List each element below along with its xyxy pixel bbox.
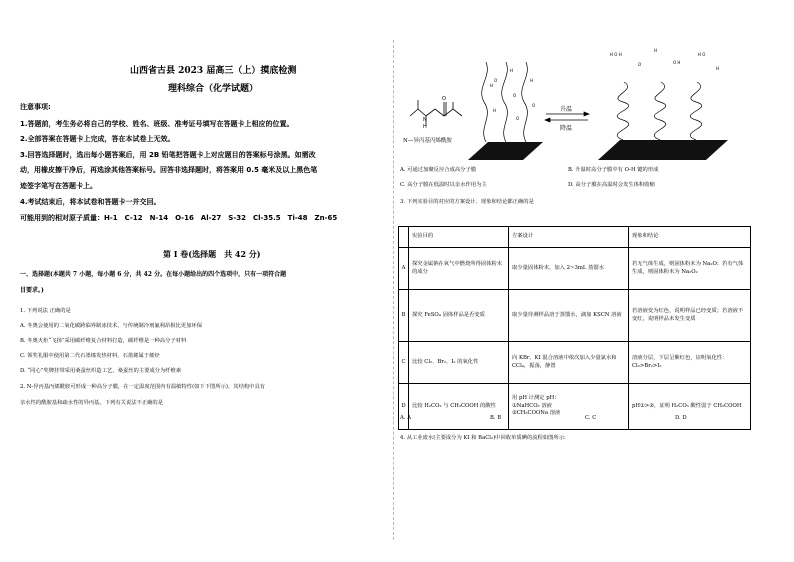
q2-option-c: C. 高分子膜在低温时以亲水作用为主 — [400, 182, 487, 188]
q1-stem: 1. 下列说法 正确的是 — [20, 308, 71, 314]
q3-answer-b: B. B — [490, 415, 502, 421]
cool-label: 降温 — [560, 125, 573, 132]
exam-title: 山西省古县 2023 届高三（上）摸底检测 — [130, 66, 297, 76]
q4-stem: 4. 从工业废水(主要成分为 KI 和 BaCl₂)中回收单质碘的流程如图所示: — [400, 435, 566, 441]
q3-row-d-plan: 用 pH 计测定 pH： ①NaHCO₃ 溶液 ②CH₃COONa 溶液 — [509, 384, 629, 430]
q3-answer-a: A. A — [400, 415, 412, 421]
polymer-figure — [398, 42, 758, 166]
q3-row-a-label: A — [399, 248, 409, 290]
section-title: 第 Ⅰ 卷(选择题 共 42 分) — [163, 249, 261, 259]
q3-answer-d: D. D — [675, 415, 687, 421]
q2-stem-1: 2. N-异丙基丙烯酰胺可形成一种高分子膜，在一定温度范围内有温敏特性(如下下图所示)，其结构中具有 — [20, 384, 266, 390]
q3-row-a-result: 若无气体生成，则固体粉末为 Na₂O；若有气体生成，则固体粉末为 Na₂O₂ — [629, 248, 751, 290]
substrate-left — [468, 142, 543, 160]
q2-option-a: A. 可通过加聚反应合成高分子膜 — [400, 167, 477, 173]
section-intro-2: 目要求。) — [20, 287, 44, 294]
q3-row-b-result: 若溶液变为红色，说明样品已经变质；若溶液不变红，说明样品未发生变质 — [629, 290, 751, 342]
q2-option-b: B. 升温时高分子膜中有 O-H 键的形成 — [568, 167, 659, 173]
svg-text:H O: H O — [698, 52, 706, 57]
svg-text:H O H: H O H — [610, 52, 622, 57]
extended-chains — [482, 62, 528, 142]
q2-option-d: D. 高分子膜在高温时会发生体积收缩 — [568, 182, 655, 188]
transition-arrows — [545, 112, 589, 122]
svg-text:O: O — [532, 103, 536, 108]
q3-row-a-plan: 取少量固体粉末，加入 2~3mL 蒸馏水 — [509, 248, 629, 290]
q3-row-c-result: 溶液分层，下层呈紫红色，证明氧化性：Cl₂>Br₂>I₂ — [629, 342, 751, 384]
q1-option-a: A. 冬奥会使用的二氧化碳跨临界制冰技术，与传统制冷剂氟利昂相比更加环保 — [20, 323, 202, 329]
notice-heading: 注意事项: — [20, 103, 51, 111]
table-row — [399, 384, 751, 430]
svg-text:O: O — [513, 93, 517, 98]
coiled-chains — [617, 82, 702, 140]
svg-text:O: O — [442, 96, 446, 102]
q3-row-d-result: pH①>②，证明 H₂CO₃ 酸性弱于 CH₃COOH — [629, 384, 751, 430]
q3-row-b-goal: 探究 FeSO₄ 固体样品是否变质 — [409, 290, 509, 342]
q3-row-c-goal: 比较 Cl₂、Br₂、I₂ 的氧化性 — [409, 342, 509, 384]
table-row — [399, 342, 751, 384]
svg-text:H: H — [493, 108, 497, 113]
svg-text:H: H — [530, 78, 534, 83]
q3-header-plan: 方案设计 — [509, 227, 629, 248]
q2-stem-2: 亲水性的酰胺基和疏水性的异丙基。下列有关说法不正确的是 — [20, 400, 164, 406]
svg-text:H: H — [423, 124, 427, 130]
svg-text:H: H — [490, 83, 494, 88]
q3-answer-c: C. C — [585, 415, 597, 421]
svg-text:O: O — [516, 116, 520, 121]
q3-header-result: 现象和结论 — [629, 227, 751, 248]
svg-text:O H: O H — [673, 60, 681, 65]
q3-row-a-goal: 探究金属钠在氧气中燃烧所得固体粉末的成分 — [409, 248, 509, 290]
atomic-masses: 可能用到的相对原子质量：H-1 C-12 N-14 O-16 Al-27 S-32 Cl-35.5 Ti-48 Zn-65 — [20, 214, 338, 222]
svg-text:H: H — [654, 48, 658, 53]
svg-text:O: O — [494, 78, 498, 83]
q3-row-d-label: D — [399, 384, 409, 430]
monomer-structure — [410, 100, 462, 126]
q3-row-c-plan: 向 KBr、KI 混合溶液中依次加入少量氯水和 CCl₄，振荡，静置 — [509, 342, 629, 384]
notice-line-2: 2.全部答案在答题卡上完成，答在本试卷上无效。 — [20, 135, 175, 143]
notice-line-4: 4.考试结束后，将本试卷和答题卡一并交回。 — [20, 198, 161, 206]
q3-table — [398, 226, 751, 430]
substrate-right — [598, 140, 728, 160]
table-row — [399, 290, 751, 342]
svg-text:O: O — [638, 62, 642, 67]
q1-option-d: D. “同心”奖牌挂带采用桑蚕丝织造工艺，桑蚕丝的主要成分为纤维素 — [20, 368, 182, 374]
svg-text:H: H — [716, 66, 720, 71]
q1-option-c: C. 领奖礼服中使用第二代石墨烯发热材料，石墨烯属于烯烃 — [20, 353, 160, 359]
column-divider — [393, 40, 394, 540]
notice-line-3c: 迹签字笔写在答题卡上。 — [20, 182, 97, 190]
q3-stem: 3. 下列实验目的对应的方案设计、现象和结论都正确的是 — [400, 199, 534, 205]
monomer-label: N—异丙基丙烯酰胺 — [403, 138, 452, 144]
q3-row-d-goal: 比较 H₂CO₃ 与 CH₃COOH 的酸性 — [409, 384, 509, 430]
svg-text:N: N — [423, 117, 427, 123]
q3-header-row — [399, 227, 751, 248]
heat-label: 升温 — [560, 106, 573, 113]
notice-line-3a: 3.回答选择题时，选出每小题答案后，用 2B 铅笔把答题卡上对应题目的答案标号涂黑。如需改 — [20, 151, 316, 159]
section-intro-1: 一、选择题(本题共 7 小题，每小题 6 分，共 42 分。在每小题给出的四个选项中，只有一项符合题 — [20, 271, 287, 278]
notice-line-3b: 动，用橡皮擦干净后，再选涂其他答案标号。回答非选择题时，将答案用 0.5 毫米及以上黑色笔 — [20, 166, 318, 174]
notice-line-1: 1.答题前，考生务必将自己的学校、姓名、班级、准考证号填写在答题卡上相应的位置。 — [20, 120, 294, 128]
table-row — [399, 248, 751, 290]
q3-row-c-label: C — [399, 342, 409, 384]
q3-row-b-label: B — [399, 290, 409, 342]
q1-option-b: B. 冬奥火炬“飞扬”采用碳纤维复合材料打造，碳纤维是一种高分子材料 — [20, 338, 187, 344]
q3-header-goal: 实验目的 — [409, 227, 509, 248]
exam-subtitle: 理科综合（化学试题） — [168, 84, 259, 94]
svg-text:H: H — [510, 68, 514, 73]
q3-row-b-plan: 取少量待测样品溶于蒸馏水，滴加 KSCN 溶液 — [509, 290, 629, 342]
